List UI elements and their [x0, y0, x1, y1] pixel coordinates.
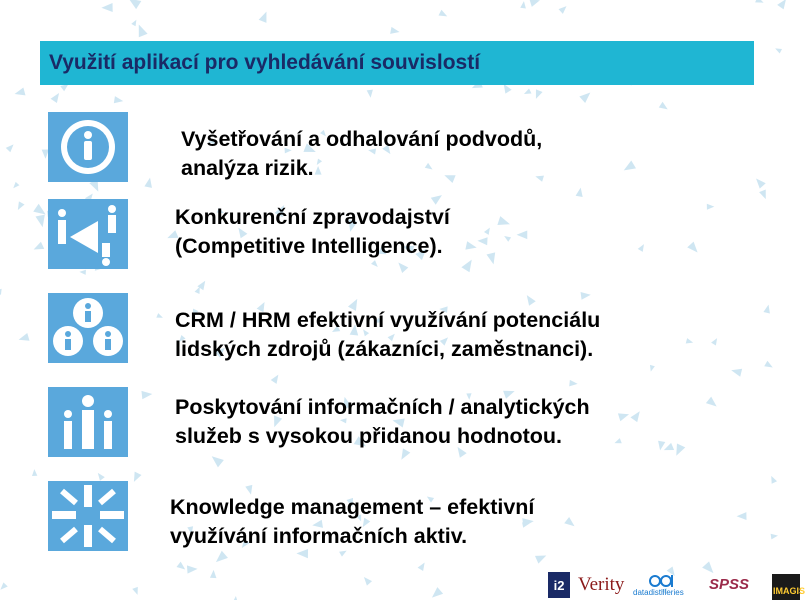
- list-item-line1: Konkurenční zpravodajství: [175, 205, 450, 229]
- background-arrow-mark: [706, 397, 719, 410]
- background-arrow-mark: [130, 472, 141, 484]
- list-item: [175, 203, 450, 261]
- list-item: [170, 493, 534, 551]
- background-arrow-mark: [131, 19, 138, 27]
- background-arrow-mark: [477, 237, 487, 245]
- background-arrow-mark: [429, 587, 443, 600]
- burst-icon: [48, 481, 128, 551]
- background-arrow-mark: [210, 570, 217, 578]
- list-item-line2: lidských zdrojů (zákazníci, zaměstnanci).: [175, 337, 594, 361]
- background-arrow-mark: [271, 373, 282, 384]
- background-arrow-mark: [79, 269, 86, 274]
- background-arrow-mark: [535, 552, 548, 564]
- background-arrow-mark: [559, 4, 569, 14]
- list-item-line1: CRM / HRM efektivní využívání potenciálu: [175, 308, 601, 332]
- background-arrow-mark: [533, 89, 543, 100]
- background-arrow-mark: [51, 91, 63, 103]
- background-arrow-mark: [465, 241, 477, 252]
- background-arrow-mark: [367, 90, 374, 98]
- background-arrow-mark: [0, 582, 8, 592]
- list-item: [175, 306, 600, 364]
- list-item-line2: služeb s vysokou přidanou hodnotou.: [175, 424, 563, 448]
- background-arrow-mark: [737, 512, 747, 520]
- background-arrow-mark: [771, 533, 779, 540]
- background-arrow-mark: [95, 471, 104, 481]
- background-arrow-mark: [259, 10, 271, 23]
- info-icon: [48, 112, 128, 182]
- background-arrow-mark: [753, 176, 766, 189]
- background-arrow-mark: [14, 87, 26, 98]
- imagis-logo: [772, 574, 805, 600]
- background-arrow-mark: [213, 551, 228, 566]
- list-item-line1: Knowledge management – efektivní: [170, 495, 535, 519]
- background-arrow-mark: [32, 469, 38, 476]
- verity-logo-text: Verity: [578, 574, 625, 595]
- background-arrow-mark: [621, 160, 636, 174]
- background-arrow-mark: [187, 565, 198, 574]
- background-arrow-mark: [503, 234, 511, 242]
- background-arrow-mark: [687, 242, 701, 256]
- background-arrow-mark: [141, 390, 152, 399]
- background-arrow-mark: [101, 3, 112, 12]
- background-arrow-mark: [126, 0, 141, 9]
- background-arrow-mark: [662, 443, 674, 454]
- background-arrow-mark: [390, 27, 400, 36]
- background-arrow-mark: [711, 337, 719, 346]
- background-arrow-mark: [769, 475, 777, 484]
- background-arrow-mark: [730, 366, 742, 376]
- background-arrow-mark: [564, 517, 577, 529]
- background-arrow-mark: [144, 177, 153, 188]
- background-arrow-mark: [702, 561, 717, 576]
- background-arrow-mark: [114, 96, 124, 104]
- title-bar: [40, 41, 754, 85]
- background-arrow-mark: [659, 102, 670, 112]
- background-arrow-mark: [0, 289, 3, 296]
- list-item-line2: analýza rizik.: [181, 156, 314, 180]
- list-item-line2: využívání informačních aktiv.: [170, 524, 468, 548]
- background-arrow-mark: [755, 0, 765, 6]
- background-arrow-mark: [233, 596, 238, 600]
- info-triple-icon: [48, 293, 128, 363]
- imagis-logo-text: IMAGIS: [773, 586, 805, 596]
- background-arrow-mark: [517, 231, 528, 240]
- background-arrow-mark: [461, 257, 475, 272]
- background-arrow-mark: [618, 410, 630, 421]
- background-arrow-mark: [156, 313, 164, 320]
- background-arrow-mark: [134, 23, 147, 38]
- slide-title: Využití aplikací pro vyhledávání souvislostí: [49, 51, 481, 74]
- background-arrow-mark: [17, 333, 29, 344]
- background-arrow-mark: [438, 10, 448, 20]
- i2-logo-text: i2: [553, 577, 565, 593]
- spss-logo-text: SPSS: [709, 576, 750, 593]
- background-arrow-mark: [6, 142, 16, 152]
- background-arrow-mark: [656, 441, 665, 451]
- list-item-line1: Vyšetřování a odhalování podvodů,: [181, 127, 543, 151]
- background-arrow-mark: [569, 380, 578, 387]
- background-arrow-mark: [763, 304, 771, 314]
- background-arrow-mark: [759, 189, 769, 200]
- background-arrow-mark: [530, 0, 542, 7]
- background-arrow-mark: [581, 291, 592, 300]
- background-arrow-mark: [209, 453, 224, 468]
- background-arrow-mark: [523, 293, 535, 306]
- list-item-line1: Poskytování informačních / analytických: [175, 395, 590, 419]
- background-arrow-mark: [361, 575, 372, 586]
- list-item: [181, 125, 542, 183]
- background-arrow-mark: [707, 204, 715, 210]
- people-bars-icon: [48, 387, 128, 457]
- background-arrow-mark: [613, 438, 621, 446]
- verity-logo: [578, 574, 624, 596]
- background-arrow-mark: [35, 215, 47, 229]
- background-arrow-mark: [523, 88, 532, 96]
- info-arrow-icon: [48, 199, 128, 269]
- list-item: [175, 393, 590, 451]
- background-arrow-mark: [672, 443, 685, 457]
- background-arrow-mark: [686, 338, 694, 345]
- background-arrow-mark: [132, 587, 140, 596]
- background-arrow-mark: [418, 561, 428, 571]
- background-arrow-mark: [484, 226, 492, 235]
- datadistilleries-logo: [633, 574, 703, 600]
- background-arrow-mark: [32, 242, 44, 253]
- datadistilleries-logo-text: datadistilleries: [633, 588, 684, 597]
- background-arrow-mark: [576, 187, 585, 197]
- background-arrow-mark: [371, 260, 380, 269]
- background-arrow-mark: [497, 216, 511, 229]
- background-arrow-mark: [11, 182, 19, 190]
- i2-logo: [548, 572, 570, 598]
- background-arrow-mark: [777, 0, 789, 9]
- background-arrow-mark: [15, 201, 25, 211]
- background-arrow-mark: [395, 260, 408, 273]
- list-item-line2: (Competitive Intelligence).: [175, 234, 443, 258]
- background-arrow-mark: [520, 1, 526, 9]
- background-arrow-mark: [487, 252, 498, 265]
- background-arrow-mark: [579, 89, 593, 103]
- background-arrow-mark: [648, 365, 655, 372]
- background-arrow-mark: [177, 562, 188, 572]
- spss-logo: [709, 576, 749, 593]
- background-arrow-mark: [638, 243, 647, 252]
- background-arrow-mark: [774, 46, 782, 53]
- background-arrow-mark: [630, 409, 643, 422]
- background-arrow-mark: [764, 361, 774, 371]
